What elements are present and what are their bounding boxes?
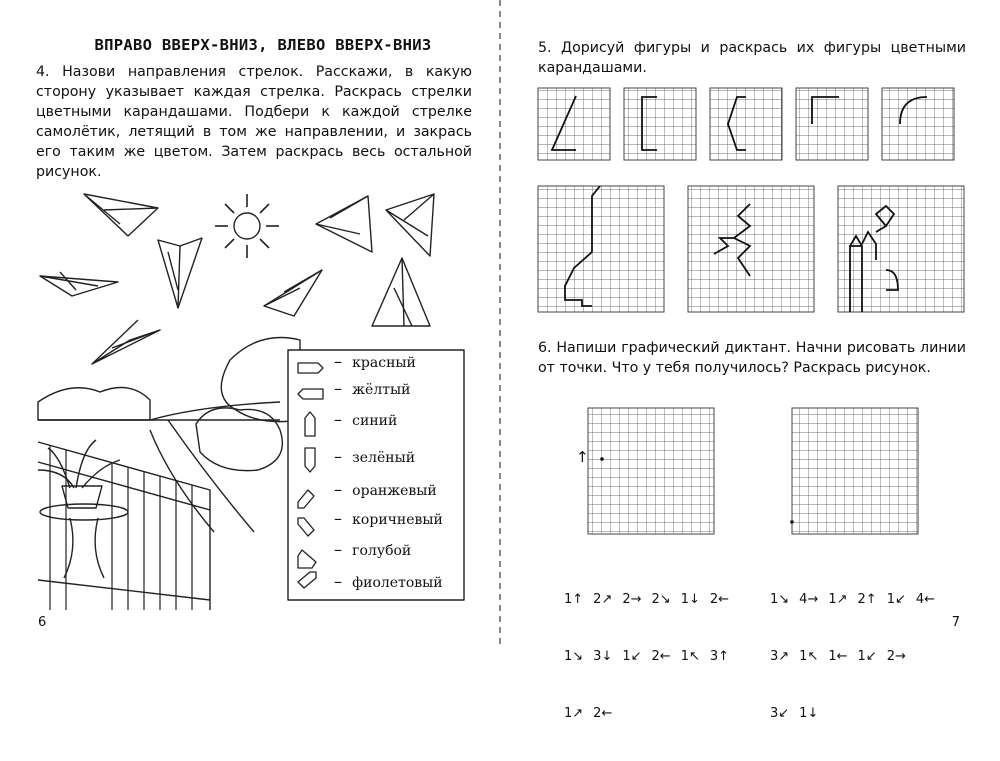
task-4-text: Назови направления стрелок. Расскажи, в какую сторону указывает каждая стрелка. Раскрась стрелки цветными карандашами. Подбери к каждой стрелке самолётик, летящий в том же направлении, и закрась его таким же цветом. Затем раскрась весь остальной рисунок. bbox=[36, 64, 472, 180]
page-number-right: 7 bbox=[951, 615, 960, 630]
paper-plane-icon bbox=[84, 194, 158, 236]
task-6-number: 6. bbox=[538, 340, 552, 356]
large-grid-figure bbox=[538, 186, 664, 312]
task-6-instruction bbox=[538, 338, 966, 378]
task-5-number: 5. bbox=[538, 40, 552, 56]
large-grid-figure bbox=[688, 186, 814, 312]
dictation-grid bbox=[790, 408, 918, 534]
paper-plane-icon bbox=[40, 272, 118, 296]
paper-plane-icon bbox=[158, 238, 202, 308]
legend-item: – коричневый bbox=[334, 509, 443, 528]
small-grid-figure bbox=[624, 88, 696, 160]
paper-plane-icon bbox=[264, 270, 322, 316]
dictation-2 bbox=[770, 552, 970, 761]
airplanes-and-balcony-illustration bbox=[0, 180, 498, 610]
dictation-row: 3↙ 1↓ bbox=[770, 706, 819, 721]
dictation-row: 1↘ 4→ 1↗ 2↑ 1↙ 4← bbox=[770, 592, 936, 607]
small-grid-figure bbox=[710, 88, 782, 160]
legend-item: – жёлтый bbox=[334, 379, 411, 398]
large-grid-figure bbox=[838, 186, 964, 312]
start-arrow: ↑ bbox=[576, 448, 589, 466]
legend-item: – красный bbox=[334, 352, 416, 371]
task-4-number: 4. bbox=[36, 64, 50, 80]
book-fold-divider bbox=[499, 0, 501, 649]
page-number-left: 6 bbox=[38, 615, 47, 630]
legend-item: – синий bbox=[334, 410, 398, 429]
dictation-row: 1↗ 2← bbox=[564, 706, 613, 721]
task-5-text: Дорисуй фигуры и раскрась их фигуры цветными карандашами. bbox=[538, 40, 966, 76]
legend-item: – фиолетовый bbox=[334, 572, 443, 591]
left-page bbox=[0, 0, 498, 649]
paper-plane-icon bbox=[92, 320, 160, 364]
paper-plane-icon bbox=[372, 258, 430, 326]
paper-plane-icon bbox=[386, 194, 434, 256]
legend-item: – зелёный bbox=[334, 447, 416, 466]
small-grid-figure bbox=[796, 88, 868, 160]
dictation-row: 3↗ 1↖ 1← 1↙ 2→ bbox=[770, 649, 906, 664]
legend-item: – оранжевый bbox=[334, 480, 437, 499]
dictation-row: 1↑ 2↗ 2→ 2↘ 1↓ 2← bbox=[564, 592, 730, 607]
balcony-railing bbox=[38, 442, 210, 610]
paper-plane-icon bbox=[316, 196, 372, 252]
legend-item: – голубой bbox=[334, 540, 412, 559]
small-grid-figure bbox=[538, 88, 610, 160]
small-grid-figure bbox=[882, 88, 954, 160]
right-page bbox=[502, 0, 1000, 721]
sun-icon bbox=[215, 194, 279, 258]
page-title: ВПРАВО ВВЕРХ-ВНИЗ, ВЛЕВО ВВЕРХ-ВНИЗ bbox=[94, 36, 432, 54]
dictation-1 bbox=[564, 552, 764, 761]
dictation-row: 1↘ 3↓ 1↙ 2← 1↖ 3↑ bbox=[564, 649, 730, 664]
task-6-text: Напиши графический диктант. Начни рисовать линии от точки. Что у тебя получилось? Раскрась рисунок. bbox=[538, 340, 967, 376]
dictation-grid bbox=[588, 408, 714, 534]
task-4-instruction bbox=[36, 62, 472, 182]
